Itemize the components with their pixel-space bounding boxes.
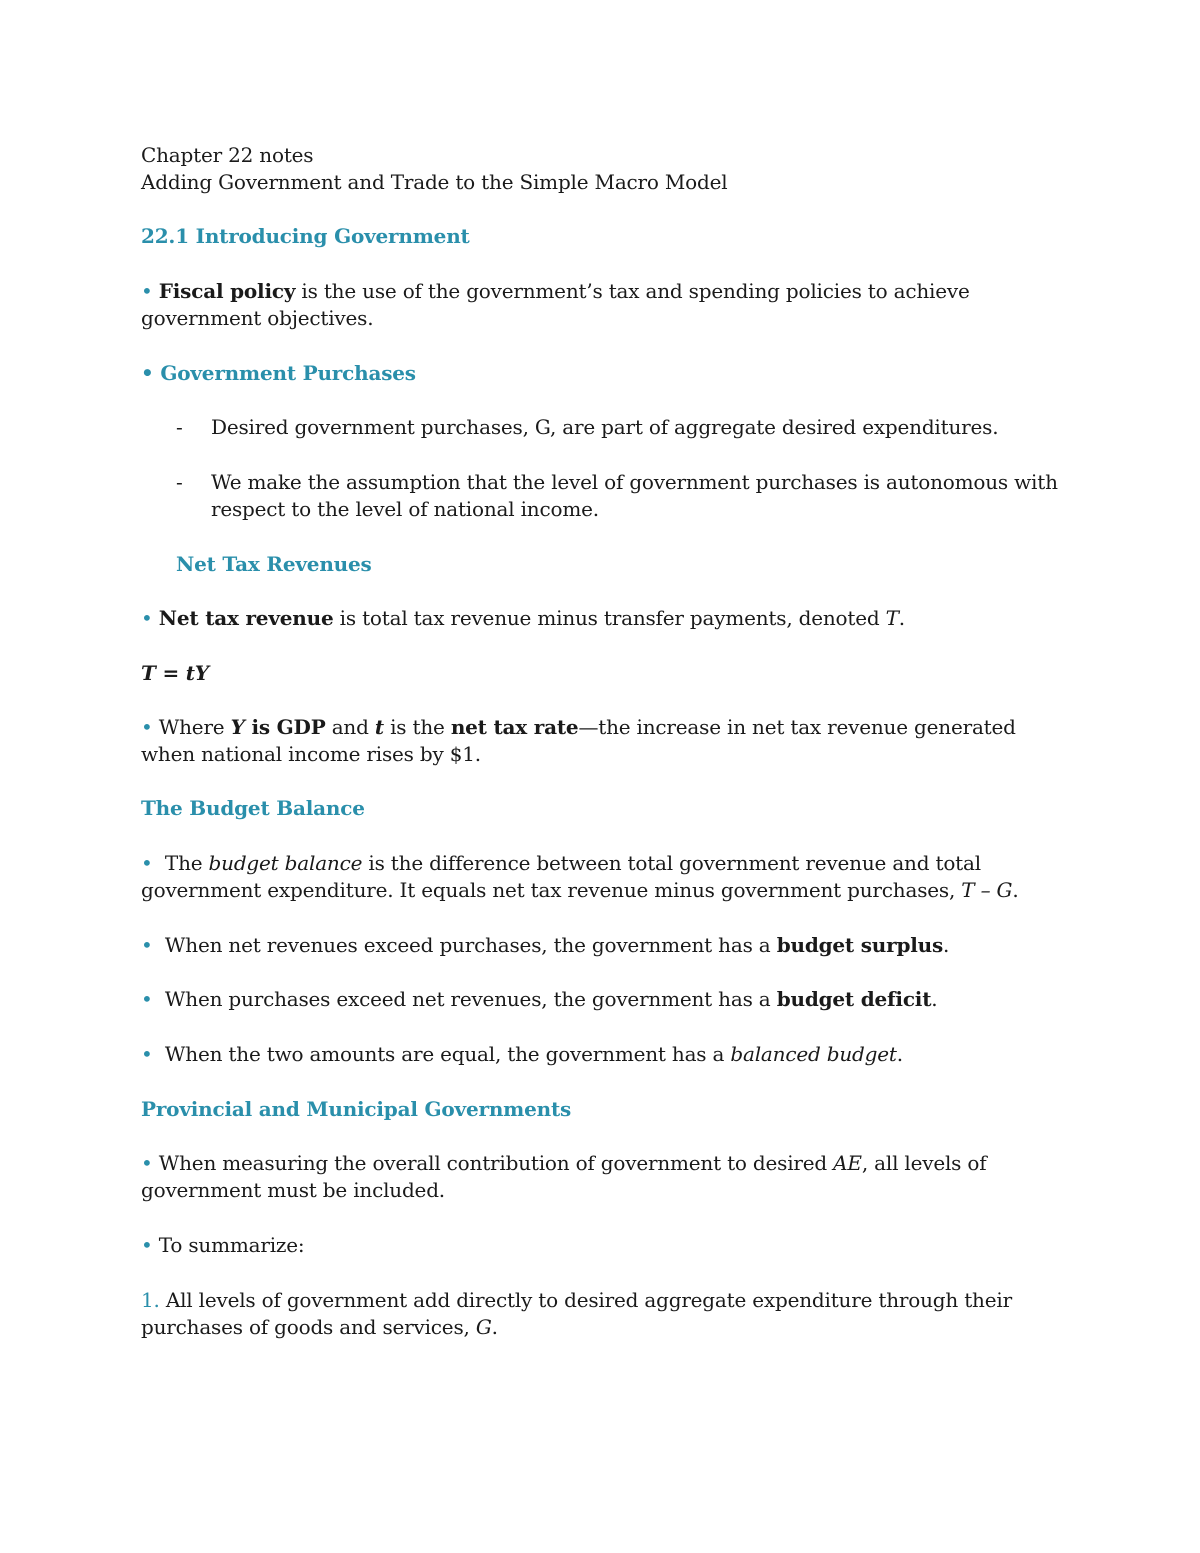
- bb1-a: The: [152, 851, 209, 875]
- gp-item-2: We make the assumption that the level of government purchases is autonomous with respect to the level of national income.: [211, 470, 1058, 521]
- fiscal-policy-text: is the use of the government’s tax and spending policies to achieve government objectives.: [141, 279, 970, 330]
- where-c: and: [325, 715, 375, 739]
- where-e: —the increase in net tax revenue generated when national income rises by $1.: [141, 715, 1016, 766]
- bullet-icon: •: [141, 987, 153, 1011]
- term-balanced-budget: balanced budget: [730, 1042, 897, 1066]
- bb2-end: .: [943, 933, 950, 957]
- where-a: Where: [152, 715, 231, 739]
- symbol-y: Y: [230, 715, 245, 739]
- where-paragraph: [141, 714, 1071, 768]
- bb1-b: is the difference between total government revenue and total government expenditure. It equals net tax revenue minus government purchases,: [141, 851, 981, 902]
- bullet-icon: •: [141, 715, 153, 739]
- measuring-paragraph: [141, 1150, 1071, 1204]
- equation-t-equals-ty: T = tY: [141, 661, 209, 685]
- budget-balance-paragraph: [141, 850, 1071, 904]
- doc-subtitle: Adding Government and Trade to the Simple Macro Model: [141, 170, 728, 194]
- term-fiscal-policy: Fiscal policy: [158, 279, 296, 303]
- bullet-icon: •: [141, 361, 154, 385]
- bb4-a: When the two amounts are equal, the government has a: [152, 1042, 731, 1066]
- bb3-end: .: [931, 987, 938, 1011]
- balanced-budget-paragraph: [141, 1041, 903, 1068]
- bullet-icon: •: [141, 606, 153, 630]
- budget-surplus-paragraph: [141, 932, 949, 959]
- section-heading-budget-balance: The Budget Balance: [141, 796, 365, 820]
- symbol-g: G: [475, 1315, 492, 1339]
- dash-icon: -: [176, 415, 183, 439]
- gp-item-1: Desired government purchases, G, are part of aggregate desired expenditures.: [211, 415, 999, 439]
- summarize-paragraph: [141, 1232, 304, 1259]
- section-heading-provincial-municipal: Provincial and Municipal Governments: [141, 1097, 572, 1121]
- term-budget-surplus: budget surplus: [776, 933, 944, 957]
- bullet-icon: •: [141, 1233, 153, 1257]
- section-heading-introducing-government: 22.1 Introducing Government: [141, 224, 470, 248]
- summary-item-1: [141, 1287, 1071, 1341]
- list-number: 1.: [141, 1288, 160, 1312]
- symbol-ae: AE: [833, 1151, 862, 1175]
- bb2-a: When net revenues exceed purchases, the government has a: [152, 933, 777, 957]
- doc-title: Chapter 22 notes: [141, 143, 314, 167]
- symbol-small-t: t: [374, 715, 384, 739]
- ntr-text: is total tax revenue minus transfer payments, denoted: [333, 606, 886, 630]
- term-budget-deficit: budget deficit: [776, 987, 932, 1011]
- bullet-icon: •: [141, 279, 153, 303]
- bb3-a: When purchases exceed net revenues, the government has a: [152, 987, 777, 1011]
- term-net-tax-rate: net tax rate: [450, 715, 579, 739]
- bb1-end: .: [1012, 878, 1019, 902]
- gp-heading-text: Government Purchases: [160, 361, 416, 385]
- bullet-icon: •: [141, 1151, 153, 1175]
- pm1-a: When measuring the overall contribution of government to desired: [152, 1151, 834, 1175]
- where-d: is the: [383, 715, 451, 739]
- bullet-icon: •: [141, 851, 153, 875]
- term-budget-balance: budget balance: [208, 851, 363, 875]
- fiscal-policy-paragraph: [141, 278, 1071, 332]
- pm2-a: To summarize:: [152, 1233, 305, 1257]
- dash-icon: -: [176, 470, 183, 494]
- subheading-net-tax-revenues: Net Tax Revenues: [176, 552, 372, 576]
- bullet-icon: •: [141, 1042, 153, 1066]
- term-net-tax-revenue: Net tax revenue: [158, 606, 334, 630]
- where-b: is GDP: [244, 715, 326, 739]
- pm1-b: , all levels of government must be included.: [141, 1151, 987, 1202]
- pm3-end: .: [491, 1315, 498, 1339]
- net-tax-revenue-paragraph: [141, 605, 905, 632]
- bb4-end: .: [896, 1042, 903, 1066]
- bullet-icon: •: [141, 933, 153, 957]
- budget-deficit-paragraph: [141, 986, 937, 1013]
- symbol-t: T: [885, 606, 899, 630]
- symbol-t-minus-g: T – G: [961, 878, 1013, 902]
- subheading-government-purchases: [141, 360, 416, 387]
- pm3-a: All levels of government add directly to desired aggregate expenditure through their purchases of goods and services,: [141, 1288, 1012, 1339]
- ntr-end: .: [898, 606, 905, 630]
